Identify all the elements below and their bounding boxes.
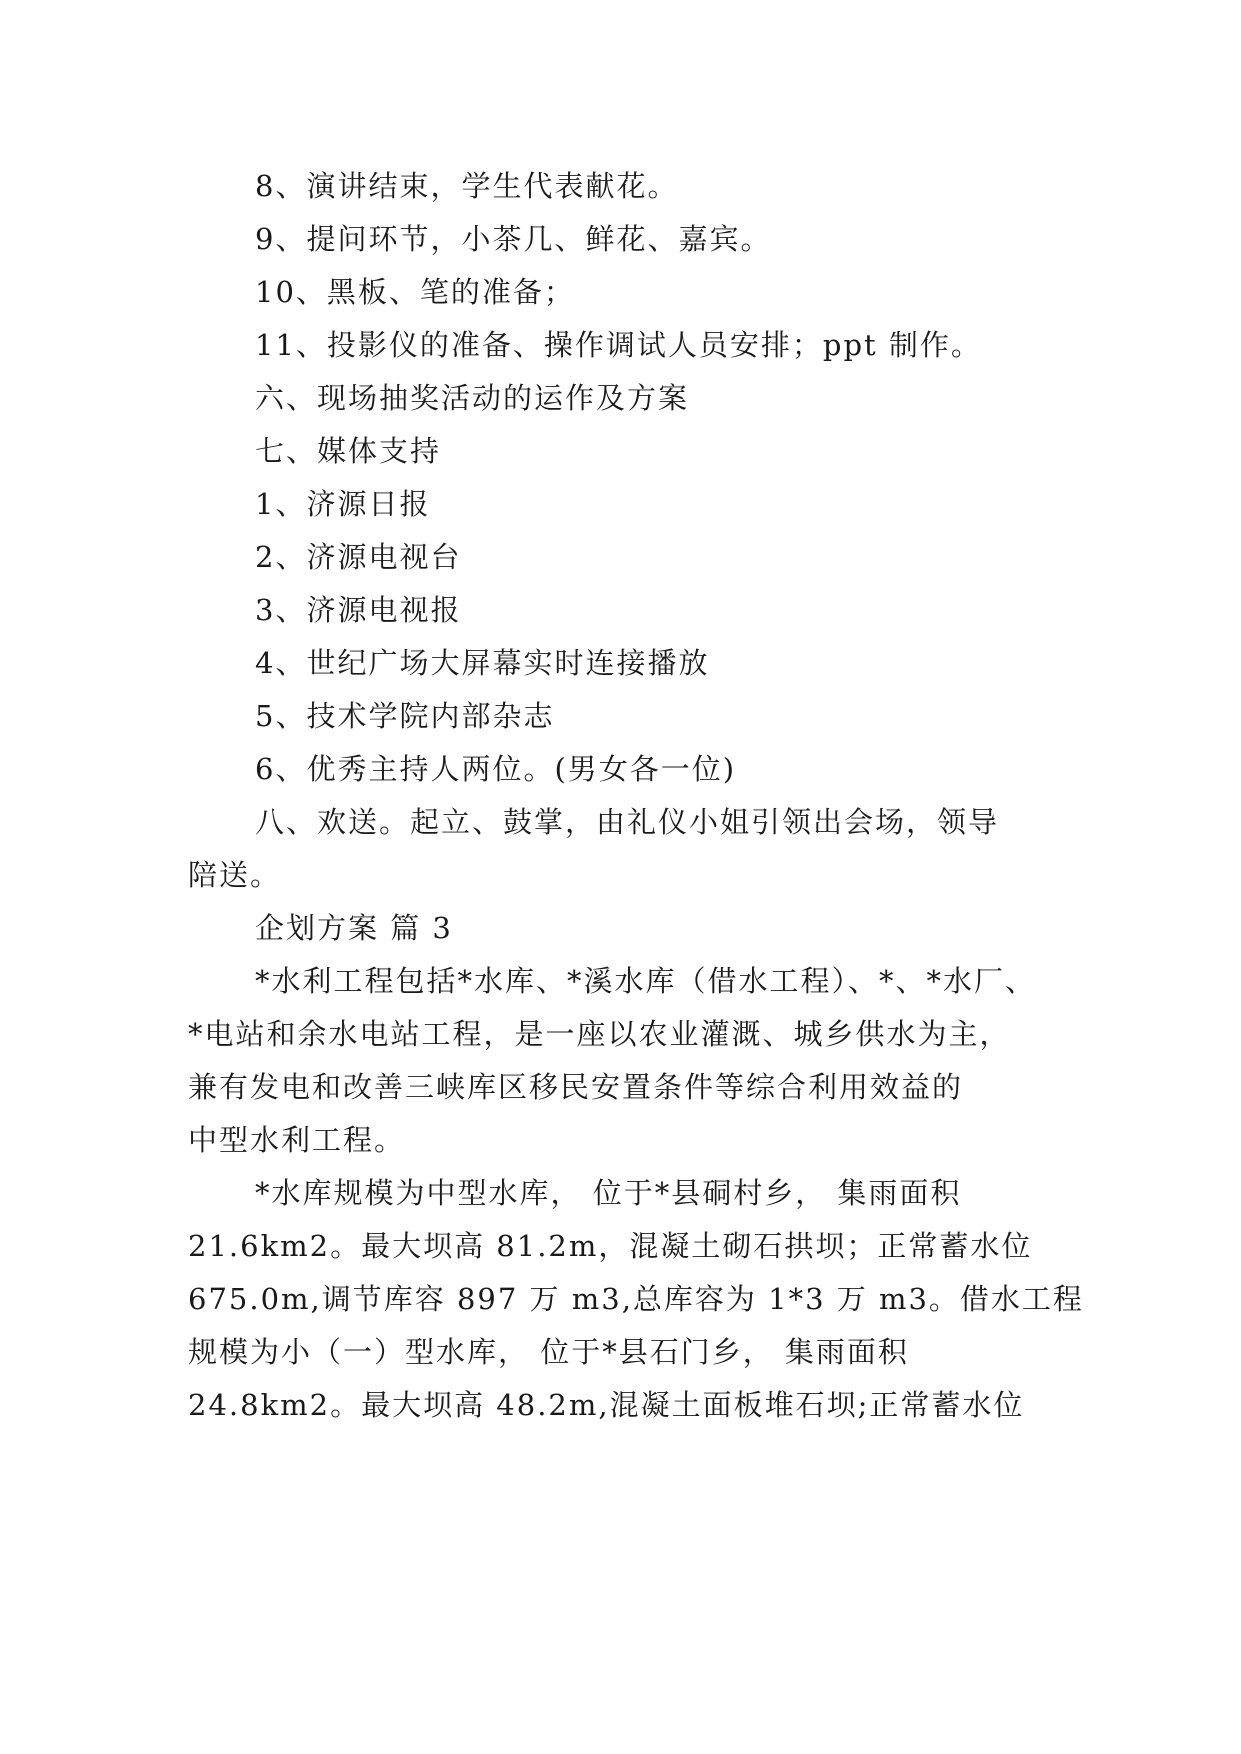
paragraph-1-line-4: 中型水利工程。 bbox=[188, 1123, 406, 1157]
section-heading-6: 六、现场抽奖活动的运作及方案 bbox=[255, 381, 690, 415]
article-title: 企划方案 篇 3 bbox=[255, 911, 453, 945]
media-item-5: 5、技术学院内部杂志 bbox=[255, 699, 555, 733]
media-item-4: 4、世纪广场大屏幕实时连接播放 bbox=[255, 646, 710, 680]
paragraph-1-line-3: 兼有发电和改善三峡库区移民安置条件等综合利用效益的 bbox=[188, 1070, 964, 1104]
paragraph-2-line-1: *水库规模为中型水库， 位于*县硐村乡， 集雨面积 bbox=[255, 1176, 962, 1210]
paragraph-2-line-3: 675.0m,调节库容 897 万 m3,总库容为 1*3 万 m3。借水工程 bbox=[188, 1282, 1084, 1316]
section-heading-8-cont: 陪送。 bbox=[188, 858, 282, 892]
paragraph-2-line-4: 规模为小（一）型水库， 位于*县石门乡， 集雨面积 bbox=[188, 1335, 909, 1369]
paragraph-2-line-2: 21.6km2。最大坝高 81.2m，混凝土砌石拱坝；正常蓄水位 bbox=[188, 1229, 1033, 1263]
media-item-6: 6、优秀主持人两位。(男女各一位) bbox=[255, 752, 737, 786]
text-line-3: 10、黑板、笔的准备； bbox=[255, 275, 575, 309]
media-item-3: 3、济源电视报 bbox=[255, 593, 462, 627]
section-heading-8: 八、欢送。起立、鼓掌，由礼仪小姐引领出会场，领导 bbox=[255, 805, 1000, 839]
section-heading-7: 七、媒体支持 bbox=[255, 434, 442, 468]
text-line-2: 9、提问环节，小茶几、鲜花、嘉宾。 bbox=[255, 222, 772, 256]
paragraph-1-line-2: *电站和余水电站工程，是一座以农业灌溉、城乡供水为主， bbox=[188, 1017, 1011, 1051]
paragraph-1-line-1: *水利工程包括*水库、*溪水库（借水工程）、*、*水厂、 bbox=[255, 964, 1037, 998]
media-item-1: 1、济源日报 bbox=[255, 487, 431, 521]
paragraph-2-line-5: 24.8km2。最大坝高 48.2m,混凝土面板堆石坝;正常蓄水位 bbox=[188, 1388, 1025, 1422]
media-item-2: 2、济源电视台 bbox=[255, 540, 462, 574]
text-line-4: 11、投影仪的准备、操作调试人员安排；ppt 制作。 bbox=[255, 328, 982, 362]
text-line-1: 8、演讲结束，学生代表献花。 bbox=[255, 169, 679, 203]
